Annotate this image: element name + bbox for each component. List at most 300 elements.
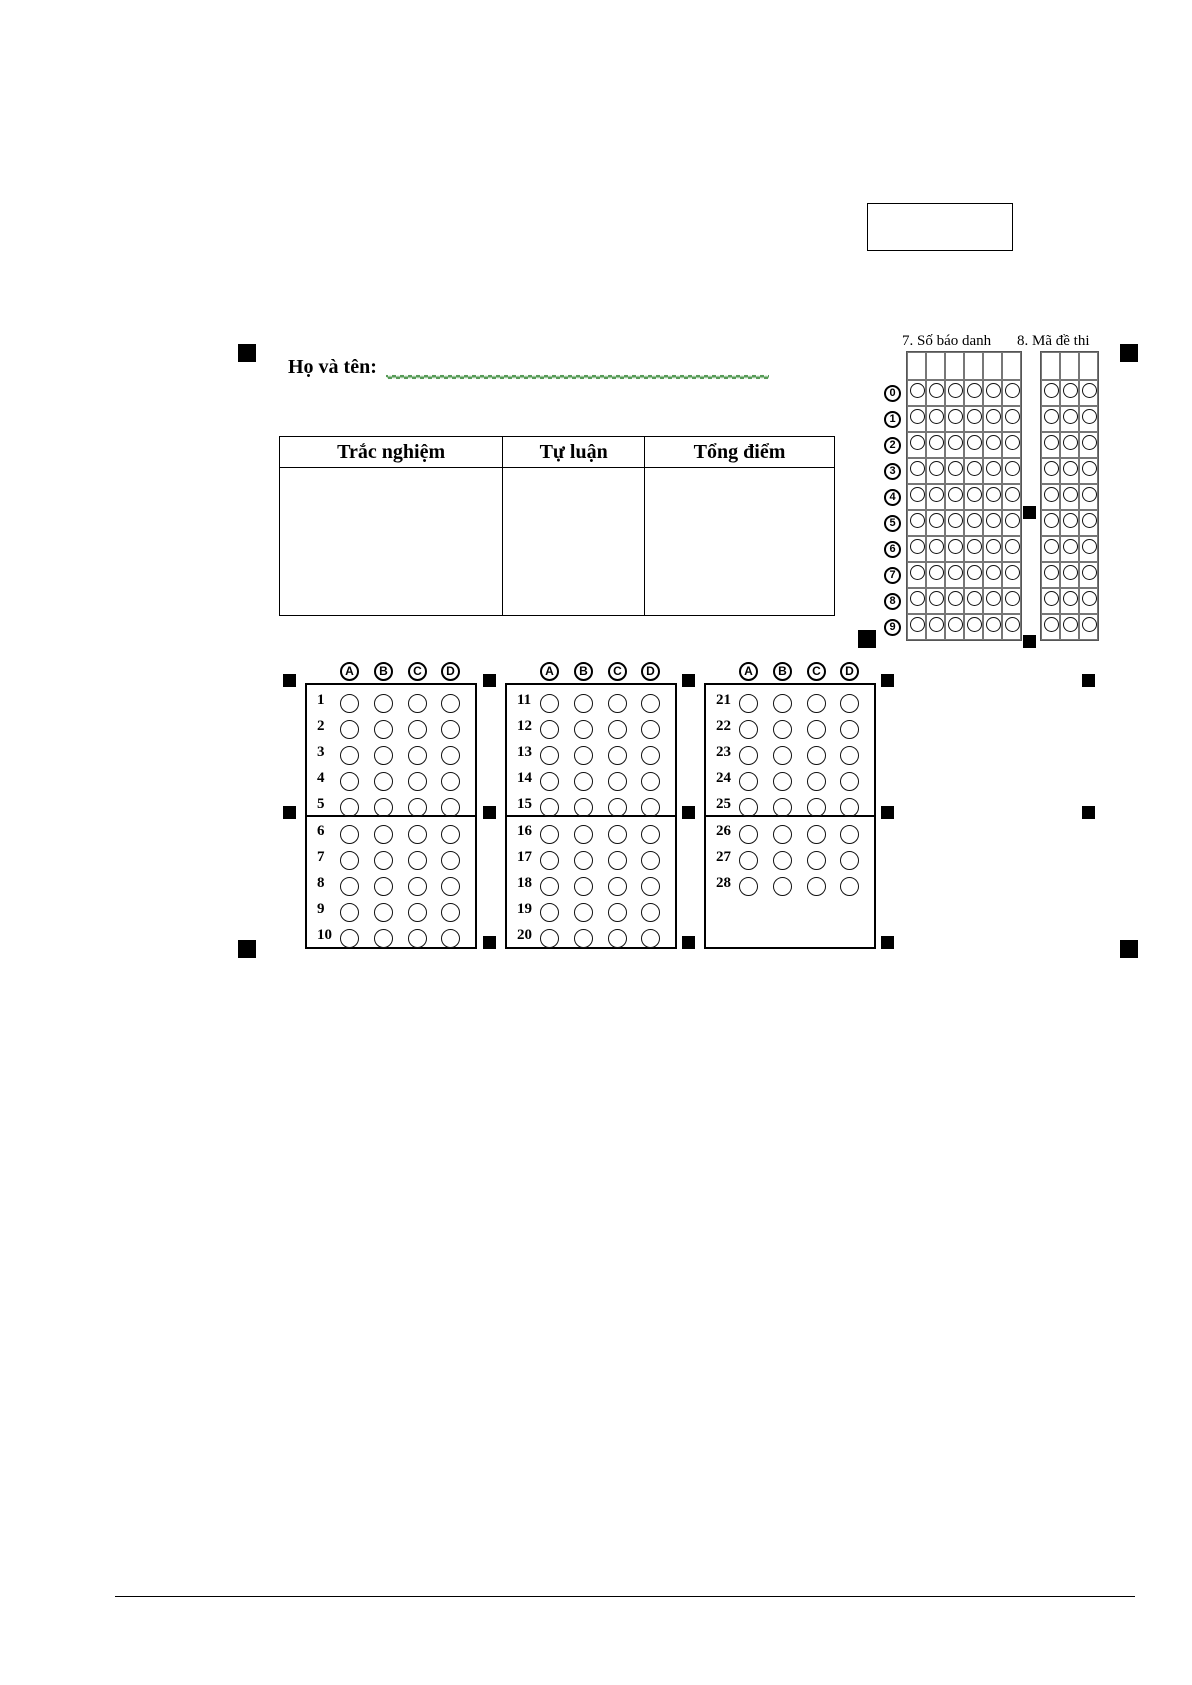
digit-bubble[interactable] xyxy=(929,513,944,528)
digit-bubble[interactable] xyxy=(1044,565,1059,580)
digit-bubble[interactable] xyxy=(986,513,1001,528)
answer-bubble-b[interactable] xyxy=(773,694,792,713)
digit-bubble[interactable] xyxy=(986,617,1001,632)
write-in-cell[interactable] xyxy=(926,352,945,380)
bubble-cell xyxy=(1002,406,1021,432)
digit-bubble[interactable] xyxy=(986,565,1001,580)
score-header: Trắc nghiệm xyxy=(280,437,503,468)
answer-bubble-a[interactable] xyxy=(739,798,758,817)
alignment-mark xyxy=(238,344,256,362)
bubble-cell xyxy=(945,562,964,588)
digit-bubble[interactable] xyxy=(986,461,1001,476)
digit-bubble[interactable] xyxy=(1005,591,1020,606)
digit-bubble[interactable] xyxy=(929,539,944,554)
digit-bubble[interactable] xyxy=(1005,461,1020,476)
answer-bubble-d[interactable] xyxy=(840,825,859,844)
bubble-cell xyxy=(1060,562,1079,588)
digit-bubble[interactable] xyxy=(1082,487,1097,502)
answer-bubble-d[interactable] xyxy=(840,877,859,896)
write-in-cell[interactable] xyxy=(983,352,1002,380)
digit-label: 0 xyxy=(884,385,901,402)
digit-label: 9 xyxy=(884,619,901,636)
answer-bubble-c[interactable] xyxy=(807,746,826,765)
answer-bubble-c[interactable] xyxy=(807,851,826,870)
answer-bubble-a[interactable] xyxy=(340,903,359,922)
answer-bubble-b[interactable] xyxy=(374,772,393,791)
answer-bubble-c[interactable] xyxy=(608,877,627,896)
answer-bubble-a[interactable] xyxy=(739,877,758,896)
name-input-line[interactable] xyxy=(386,372,769,382)
answer-bubble-d[interactable] xyxy=(441,694,460,713)
answer-bubble-b[interactable] xyxy=(374,746,393,765)
digit-bubble[interactable] xyxy=(1044,461,1059,476)
alignment-mark xyxy=(483,936,496,949)
answer-bubble-b[interactable] xyxy=(574,772,593,791)
digit-bubble[interactable] xyxy=(929,409,944,424)
alignment-mark xyxy=(1023,506,1036,519)
bubble-cell xyxy=(1079,614,1098,640)
write-in-cell[interactable] xyxy=(907,352,926,380)
answer-bubble-c[interactable] xyxy=(608,825,627,844)
answer-bubble-d[interactable] xyxy=(641,772,660,791)
digit-bubble[interactable] xyxy=(910,565,925,580)
answer-bubble-c[interactable] xyxy=(807,720,826,739)
answer-bubble-c[interactable] xyxy=(408,720,427,739)
bubble-cell xyxy=(907,406,926,432)
bubble-cell xyxy=(1002,484,1021,510)
digit-bubble[interactable] xyxy=(1044,513,1059,528)
digit-bubble[interactable] xyxy=(929,383,944,398)
answer-bubble-c[interactable] xyxy=(408,772,427,791)
answer-bubble-b[interactable] xyxy=(574,720,593,739)
bubble-cell xyxy=(926,510,945,536)
bubble-cell xyxy=(1002,458,1021,484)
question-number: 23 xyxy=(716,744,731,760)
answer-bubble-a[interactable] xyxy=(540,772,559,791)
score-cell[interactable] xyxy=(645,468,835,616)
question-number: 8 xyxy=(317,875,325,891)
answer-bubble-b[interactable] xyxy=(374,929,393,948)
answer-bubble-a[interactable] xyxy=(739,825,758,844)
answer-bubble-b[interactable] xyxy=(773,798,792,817)
bubble-cell xyxy=(1002,562,1021,588)
answer-bubble-d[interactable] xyxy=(641,825,660,844)
answer-bubble-b[interactable] xyxy=(773,772,792,791)
digit-label: 1 xyxy=(884,411,901,428)
digit-bubble[interactable] xyxy=(910,539,925,554)
question-number: 24 xyxy=(716,770,731,786)
digit-bubble[interactable] xyxy=(967,513,982,528)
answer-bubble-a[interactable] xyxy=(340,851,359,870)
answer-bubble-c[interactable] xyxy=(608,720,627,739)
answer-bubble-a[interactable] xyxy=(540,694,559,713)
answer-bubble-d[interactable] xyxy=(441,851,460,870)
bubble-cell xyxy=(945,536,964,562)
digit-label: 8 xyxy=(884,593,901,610)
digit-bubble[interactable] xyxy=(1082,591,1097,606)
digit-bubble[interactable] xyxy=(948,383,963,398)
bubble-cell xyxy=(1041,536,1060,562)
digit-bubble[interactable] xyxy=(1005,435,1020,450)
answer-bubble-c[interactable] xyxy=(408,851,427,870)
answer-bubble-c[interactable] xyxy=(608,851,627,870)
answer-bubble-c[interactable] xyxy=(408,929,427,948)
answer-bubble-b[interactable] xyxy=(773,746,792,765)
answer-bubble-a[interactable] xyxy=(540,825,559,844)
answer-bubble-d[interactable] xyxy=(641,746,660,765)
answer-bubble-a[interactable] xyxy=(739,851,758,870)
answer-bubble-a[interactable] xyxy=(540,720,559,739)
answer-bubble-b[interactable] xyxy=(574,929,593,948)
digit-bubble[interactable] xyxy=(948,409,963,424)
answer-bubble-a[interactable] xyxy=(540,798,559,817)
alignment-mark xyxy=(881,674,894,687)
bubble-cell xyxy=(926,406,945,432)
digit-bubble[interactable] xyxy=(1063,539,1078,554)
digit-bubble[interactable] xyxy=(967,383,982,398)
score-table xyxy=(279,436,835,616)
answer-bubble-c[interactable] xyxy=(608,746,627,765)
answer-bubble-c[interactable] xyxy=(408,877,427,896)
bubble-cell xyxy=(1002,614,1021,640)
bubble-cell xyxy=(1041,406,1060,432)
option-header-a: A xyxy=(540,662,559,681)
answer-bubble-c[interactable] xyxy=(608,798,627,817)
bubble-cell xyxy=(983,406,1002,432)
alignment-mark xyxy=(1023,635,1036,648)
digit-bubble[interactable] xyxy=(1082,565,1097,580)
bubble-cell xyxy=(907,588,926,614)
bubble-cell xyxy=(964,510,983,536)
bubble-cell xyxy=(1060,484,1079,510)
answer-bubble-d[interactable] xyxy=(441,903,460,922)
bubble-cell xyxy=(1060,458,1079,484)
answer-bubble-a[interactable] xyxy=(340,772,359,791)
bubble-cell xyxy=(1002,432,1021,458)
bubble-cell xyxy=(1060,432,1079,458)
bubble-cell xyxy=(907,614,926,640)
bubble-cell xyxy=(1002,588,1021,614)
digit-bubble[interactable] xyxy=(948,513,963,528)
answer-bubble-b[interactable] xyxy=(574,903,593,922)
answer-bubble-b[interactable] xyxy=(574,694,593,713)
digit-bubble[interactable] xyxy=(986,435,1001,450)
digit-bubble[interactable] xyxy=(967,539,982,554)
digit-bubble[interactable] xyxy=(1082,539,1097,554)
answer-bubble-d[interactable] xyxy=(840,851,859,870)
question-number: 1 xyxy=(317,692,325,708)
digit-bubble[interactable] xyxy=(1044,383,1059,398)
digit-bubble[interactable] xyxy=(986,591,1001,606)
answer-bubble-a[interactable] xyxy=(340,746,359,765)
bubble-cell xyxy=(1079,458,1098,484)
digit-bubble[interactable] xyxy=(929,617,944,632)
answer-bubble-b[interactable] xyxy=(773,720,792,739)
digit-bubble[interactable] xyxy=(929,461,944,476)
digit-bubble[interactable] xyxy=(929,591,944,606)
alignment-mark xyxy=(283,806,296,819)
digit-bubble[interactable] xyxy=(1005,539,1020,554)
exam-code-grid[interactable] xyxy=(1040,351,1099,641)
question-number: 10 xyxy=(317,927,332,943)
bubble-cell xyxy=(1041,510,1060,536)
answer-bubble-b[interactable] xyxy=(374,903,393,922)
answer-bubble-a[interactable] xyxy=(540,877,559,896)
answer-bubble-a[interactable] xyxy=(540,903,559,922)
digit-bubble[interactable] xyxy=(1063,617,1078,632)
digit-bubble[interactable] xyxy=(1044,591,1059,606)
question-number: 25 xyxy=(716,796,731,812)
question-number: 20 xyxy=(517,927,532,943)
answer-bubble-a[interactable] xyxy=(739,720,758,739)
answer-bubble-b[interactable] xyxy=(773,851,792,870)
answer-bubble-d[interactable] xyxy=(641,694,660,713)
answer-bubble-d[interactable] xyxy=(441,825,460,844)
question-number: 22 xyxy=(716,718,731,734)
answer-bubble-c[interactable] xyxy=(608,903,627,922)
bubble-cell xyxy=(1041,380,1060,406)
answer-bubble-b[interactable] xyxy=(574,798,593,817)
answer-bubble-a[interactable] xyxy=(739,694,758,713)
digit-bubble[interactable] xyxy=(1063,487,1078,502)
digit-bubble[interactable] xyxy=(1063,591,1078,606)
answer-bubble-c[interactable] xyxy=(408,746,427,765)
answer-bubble-c[interactable] xyxy=(807,877,826,896)
answer-bubble-b[interactable] xyxy=(374,694,393,713)
bubble-cell xyxy=(926,536,945,562)
answer-bubble-d[interactable] xyxy=(641,877,660,896)
answer-bubble-d[interactable] xyxy=(641,929,660,948)
answer-bubble-c[interactable] xyxy=(408,694,427,713)
score-header: Tổng điểm xyxy=(645,437,835,468)
student-id-grid[interactable] xyxy=(906,351,1022,641)
digit-bubble[interactable] xyxy=(929,565,944,580)
answer-bubble-c[interactable] xyxy=(408,903,427,922)
write-in-cell[interactable] xyxy=(1079,352,1098,380)
digit-bubble[interactable] xyxy=(1005,617,1020,632)
bubble-cell xyxy=(1002,380,1021,406)
answer-bubble-b[interactable] xyxy=(574,877,593,896)
answer-bubble-b[interactable] xyxy=(574,825,593,844)
digit-bubble[interactable] xyxy=(948,539,963,554)
answer-bubble-d[interactable] xyxy=(840,694,859,713)
answer-bubble-d[interactable] xyxy=(441,720,460,739)
answer-bubble-a[interactable] xyxy=(340,825,359,844)
bubble-cell xyxy=(945,406,964,432)
write-in-cell[interactable] xyxy=(1002,352,1021,380)
digit-bubble[interactable] xyxy=(1082,435,1097,450)
digit-bubble[interactable] xyxy=(986,487,1001,502)
answer-bubble-d[interactable] xyxy=(441,798,460,817)
write-in-cell[interactable] xyxy=(1060,352,1079,380)
answer-bubble-d[interactable] xyxy=(441,929,460,948)
digit-bubble[interactable] xyxy=(910,383,925,398)
answer-bubble-c[interactable] xyxy=(807,772,826,791)
digit-bubble[interactable] xyxy=(910,435,925,450)
digit-bubble[interactable] xyxy=(1082,409,1097,424)
digit-bubble[interactable] xyxy=(948,461,963,476)
digit-bubble[interactable] xyxy=(1082,513,1097,528)
answer-bubble-c[interactable] xyxy=(608,694,627,713)
digit-bubble[interactable] xyxy=(1005,383,1020,398)
bubble-cell xyxy=(907,510,926,536)
digit-bubble[interactable] xyxy=(986,539,1001,554)
digit-bubble[interactable] xyxy=(1082,383,1097,398)
digit-bubble[interactable] xyxy=(967,565,982,580)
answer-bubble-d[interactable] xyxy=(641,903,660,922)
answer-bubble-a[interactable] xyxy=(540,746,559,765)
answer-bubble-d[interactable] xyxy=(441,877,460,896)
answer-bubble-d[interactable] xyxy=(840,720,859,739)
answer-bubble-a[interactable] xyxy=(340,877,359,896)
answer-bubble-a[interactable] xyxy=(340,720,359,739)
option-header-a: A xyxy=(340,662,359,681)
bubble-cell xyxy=(964,406,983,432)
question-number: 17 xyxy=(517,849,532,865)
digit-bubble[interactable] xyxy=(910,513,925,528)
bubble-cell xyxy=(926,562,945,588)
answer-bubble-a[interactable] xyxy=(739,746,758,765)
digit-bubble[interactable] xyxy=(967,617,982,632)
bubble-cell xyxy=(983,562,1002,588)
digit-bubble[interactable] xyxy=(1044,617,1059,632)
answer-bubble-c[interactable] xyxy=(807,798,826,817)
bubble-cell xyxy=(907,562,926,588)
digit-bubble[interactable] xyxy=(1063,513,1078,528)
digit-bubble[interactable] xyxy=(986,409,1001,424)
digit-bubble[interactable] xyxy=(1005,513,1020,528)
write-in-cell[interactable] xyxy=(945,352,964,380)
question-number: 7 xyxy=(317,849,325,865)
answer-bubble-a[interactable] xyxy=(340,798,359,817)
answer-bubble-b[interactable] xyxy=(773,877,792,896)
digit-bubble[interactable] xyxy=(967,461,982,476)
answer-bubble-d[interactable] xyxy=(441,772,460,791)
digit-bubble[interactable] xyxy=(1005,409,1020,424)
digit-bubble[interactable] xyxy=(986,383,1001,398)
alignment-mark xyxy=(682,936,695,949)
digit-bubble[interactable] xyxy=(948,591,963,606)
bubble-cell xyxy=(926,588,945,614)
digit-bubble[interactable] xyxy=(1063,565,1078,580)
digit-bubble[interactable] xyxy=(910,487,925,502)
digit-bubble[interactable] xyxy=(1063,461,1078,476)
digit-bubble[interactable] xyxy=(948,617,963,632)
answer-bubble-d[interactable] xyxy=(641,720,660,739)
bubble-cell xyxy=(1041,562,1060,588)
bubble-cell xyxy=(983,380,1002,406)
answer-bubble-c[interactable] xyxy=(608,929,627,948)
digit-bubble[interactable] xyxy=(948,435,963,450)
digit-bubble[interactable] xyxy=(910,617,925,632)
answer-bubble-b[interactable] xyxy=(574,746,593,765)
score-cell[interactable] xyxy=(280,468,503,616)
answer-bubble-c[interactable] xyxy=(408,798,427,817)
answer-bubble-d[interactable] xyxy=(840,798,859,817)
alignment-mark xyxy=(881,806,894,819)
answer-bubble-b[interactable] xyxy=(374,720,393,739)
answer-bubble-b[interactable] xyxy=(374,851,393,870)
exam-code-title: 8. Mã đề thi xyxy=(1017,333,1090,349)
answer-bubble-c[interactable] xyxy=(608,772,627,791)
answer-bubble-a[interactable] xyxy=(340,694,359,713)
answer-bubble-c[interactable] xyxy=(408,825,427,844)
alignment-mark xyxy=(283,674,296,687)
bubble-cell xyxy=(1079,536,1098,562)
answer-bubble-d[interactable] xyxy=(641,798,660,817)
digit-bubble[interactable] xyxy=(910,591,925,606)
question-number: 3 xyxy=(317,744,325,760)
digit-bubble[interactable] xyxy=(910,409,925,424)
write-in-cell[interactable] xyxy=(1041,352,1060,380)
digit-bubble[interactable] xyxy=(1063,435,1078,450)
digit-bubble[interactable] xyxy=(948,487,963,502)
digit-bubble[interactable] xyxy=(967,435,982,450)
score-cell[interactable] xyxy=(503,468,645,616)
answer-bubble-b[interactable] xyxy=(374,798,393,817)
answer-bubble-a[interactable] xyxy=(540,851,559,870)
bubble-cell xyxy=(983,458,1002,484)
digit-bubble[interactable] xyxy=(1063,383,1078,398)
digit-bubble[interactable] xyxy=(967,591,982,606)
answer-bubble-d[interactable] xyxy=(641,851,660,870)
digit-bubble[interactable] xyxy=(967,409,982,424)
digit-bubble[interactable] xyxy=(1082,617,1097,632)
bubble-cell xyxy=(1060,406,1079,432)
answer-bubble-b[interactable] xyxy=(374,825,393,844)
digit-bubble[interactable] xyxy=(967,487,982,502)
digit-bubble[interactable] xyxy=(929,487,944,502)
bubble-cell xyxy=(945,588,964,614)
answer-bubble-d[interactable] xyxy=(441,746,460,765)
answer-bubble-b[interactable] xyxy=(374,877,393,896)
answer-bubble-a[interactable] xyxy=(340,929,359,948)
answer-bubble-c[interactable] xyxy=(807,694,826,713)
answer-bubble-a[interactable] xyxy=(540,929,559,948)
write-in-cell[interactable] xyxy=(964,352,983,380)
option-header-c: C xyxy=(408,662,427,681)
digit-bubble[interactable] xyxy=(1044,435,1059,450)
digit-bubble[interactable] xyxy=(1005,565,1020,580)
digit-bubble[interactable] xyxy=(929,435,944,450)
digit-bubble[interactable] xyxy=(910,461,925,476)
answer-bubble-c[interactable] xyxy=(807,825,826,844)
digit-bubble[interactable] xyxy=(948,565,963,580)
answer-bubble-d[interactable] xyxy=(840,746,859,765)
bubble-cell xyxy=(945,614,964,640)
answer-bubble-b[interactable] xyxy=(574,851,593,870)
bubble-cell xyxy=(964,380,983,406)
bubble-cell xyxy=(945,510,964,536)
digit-bubble[interactable] xyxy=(1044,487,1059,502)
answer-bubble-b[interactable] xyxy=(773,825,792,844)
bubble-cell xyxy=(964,458,983,484)
digit-bubble[interactable] xyxy=(1005,487,1020,502)
bubble-cell xyxy=(1079,406,1098,432)
digit-bubble[interactable] xyxy=(1063,409,1078,424)
digit-label: 3 xyxy=(884,463,901,480)
digit-bubble[interactable] xyxy=(1044,539,1059,554)
alignment-mark xyxy=(483,806,496,819)
digit-bubble[interactable] xyxy=(1044,409,1059,424)
bubble-cell xyxy=(926,614,945,640)
digit-label: 5 xyxy=(884,515,901,532)
answer-bubble-d[interactable] xyxy=(840,772,859,791)
student-id-title: 7. Số báo danh xyxy=(902,333,992,349)
bubble-cell xyxy=(945,458,964,484)
answer-bubble-a[interactable] xyxy=(739,772,758,791)
digit-bubble[interactable] xyxy=(1082,461,1097,476)
